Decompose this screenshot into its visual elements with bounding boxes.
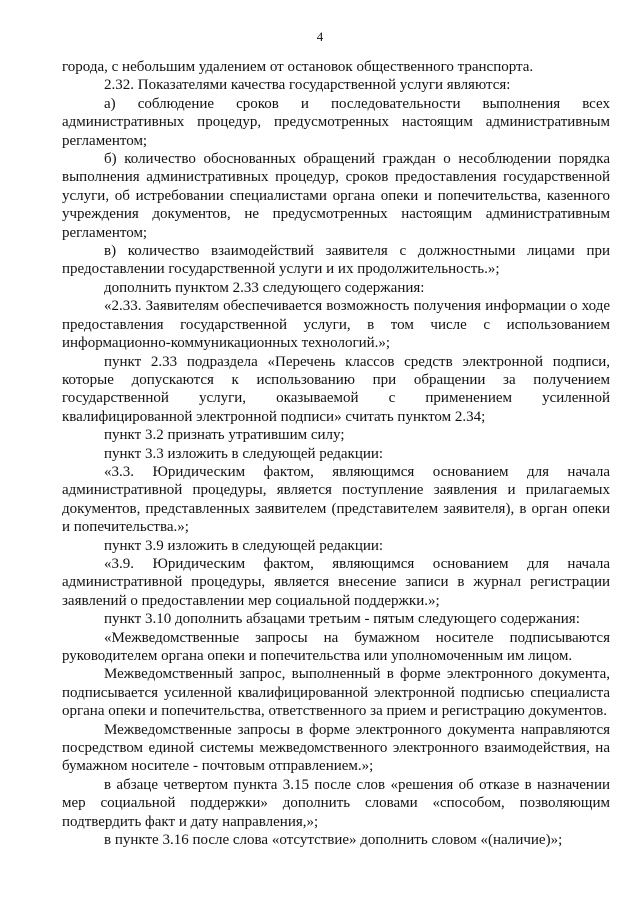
paragraph: пункт 3.10 дополнить абзацами третьим - пятым следующего содержания: xyxy=(104,611,580,628)
paragraph: в) количество взаимодействий заявителя с должностными лицами при предоставлении государственной услуги и их продолжительность.»; xyxy=(62,243,610,278)
paragraph: пункт 3.2 признать утратившим силу; xyxy=(104,427,345,444)
paragraph: а) соблюдение сроков и последовательности выполнения всех административных процедур, предусмотренных настоящим административным регламентом; xyxy=(62,95,610,149)
paragraph: пункт 3.9 изложить в следующей редакции: xyxy=(104,537,384,554)
paragraph: пункт 3.3 изложить в следующей редакции: xyxy=(104,445,384,462)
paragraph: «Межведомственные запросы на бумажном носителе подписываются руководителем органа опеки и попечительства или уполномоченным им лицом. xyxy=(62,629,610,664)
paragraph: в абзаце четвертом пункта 3.15 после слов «решения об отказе в назначении мер социальной поддержки» дополнить словами «способом, позволяющим подтвердить факт и дату направления,»; xyxy=(62,776,610,830)
paragraph: пункт 2.33 подраздела «Перечень классов средств электронной подписи, которые допускаются к использованию при обращении за получением государственной услуги, оказываемой с применением усиленной квалифицированной электронной подписи» считать пунктом 2.34; xyxy=(62,353,610,425)
paragraph: «3.9. Юридическим фактом, являющимся основанием для начала административной процедуры, является внесение записи в журнал регистрации заявлений о предоставлении мер социальной поддержки.»; xyxy=(62,555,610,609)
paragraph: города, с небольшим удалением от остановок общественного транспорта. xyxy=(62,59,534,75)
paragraph: дополнить пунктом 2.33 следующего содержания: xyxy=(104,279,425,296)
paragraph: б) количество обоснованных обращений граждан о несоблюдении порядка выполнения административных процедур, сроков предоставления государственной услуги, об истребовании специалистами органа опеки и попечительства, казенного учреждения документов, не предусмотренных настоящим административным регламентом; xyxy=(62,151,610,241)
page-number: 4 xyxy=(316,29,324,44)
paragraph: Межведомственные запросы в форме электронного документа направляются посредством единой системы межведомственного электронного взаимодействия, на бумажном носителе - почтовым отправлением.»; xyxy=(62,721,610,775)
paragraph: «2.33. Заявителям обеспечивается возможность получения информации о ходе предоставления государственной услуги, в том числе с использованием информационно-коммуникационных технологий.»; xyxy=(62,298,610,352)
paragraph: 2.32. Показателями качества государственной услуги являются: xyxy=(104,77,511,94)
paragraph: «3.3. Юридическим фактом, являющимся основанием для начала административной процедуры, является поступление заявления и прилагаемых документов, представленных заявителем (представителем заявителя), в орган опеки и попечительства.»; xyxy=(62,463,610,536)
paragraph: в пункте 3.16 после слова «отсутствие» дополнить словом «(наличие)»; xyxy=(104,832,563,849)
paragraph: Межведомственный запрос, выполненный в форме электронного документа, подписывается усиленной квалифицированной электронной подписью специалиста органа опеки и попечительства, ответственного за прием и регистрацию документов. xyxy=(62,666,610,720)
document-body xyxy=(62,58,610,849)
